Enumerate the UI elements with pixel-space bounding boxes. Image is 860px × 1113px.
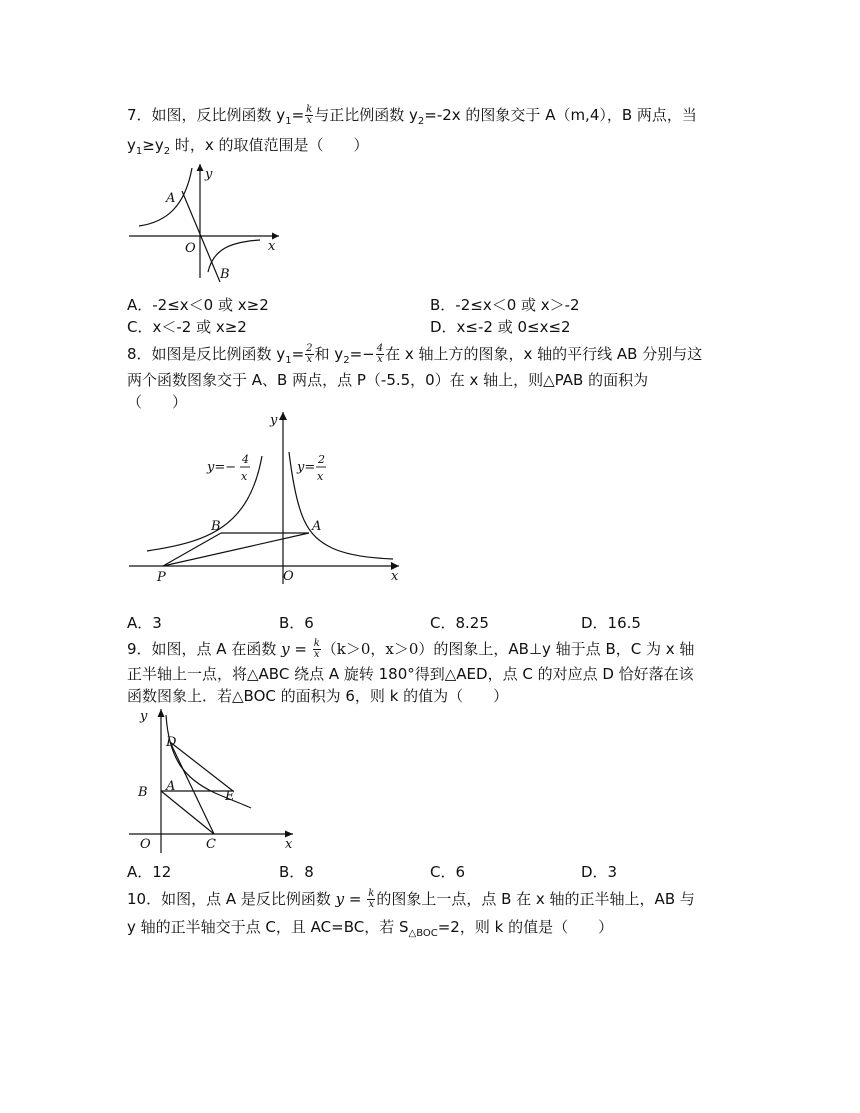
q8-line3: （ ）: [127, 393, 188, 411]
q9-line1: 9．如图，点 A 在函数 y = $\frac{k}{x}$ （k＞0，x＞0）的图象上，AB⊥y 轴于点 B，C 为 x 轴: [127, 638, 695, 660]
q7-label-b: B: [220, 267, 230, 282]
q8-y-arrow: [279, 412, 287, 420]
q9-segment-bc: [161, 791, 214, 834]
q8-segment-pb: [163, 533, 221, 566]
q8-right-num: 2: [318, 453, 325, 466]
q7-hyperbola-right: [208, 240, 260, 272]
q8-right-den: x: [317, 470, 324, 483]
q8-segment-pa: [163, 533, 309, 566]
q8-label-p: P: [157, 570, 166, 585]
q9-y-arrow: [158, 709, 165, 717]
q8-line1: 8．如图是反比例函数 $y_1=$ $\frac{2}{x}$ 和 $y_2=-$ $\frac{4}{x}$ 在 x 轴上方的图象，x 轴的平行线 AB 分别与这: [127, 343, 703, 366]
q8-option-a: A．3: [127, 614, 162, 632]
q9-label-e: E: [225, 789, 235, 804]
q8-label-o: O: [283, 569, 294, 584]
q10-fraction-k-over-x: $\frac{k}{x}$: [368, 888, 375, 910]
q8-label-b: B: [211, 519, 221, 534]
q8-label-y: y: [270, 413, 278, 428]
q9-label-y: y: [140, 709, 148, 724]
q9-label-o: O: [140, 837, 151, 852]
q7-option-d: D．x≤-2 或 0≤x≤2: [430, 318, 571, 336]
q8-right-eq: y=: [297, 460, 316, 475]
q9-segment-dc: [170, 742, 214, 834]
q9-option-a: A．12: [127, 863, 172, 881]
q8-line2: 两个函数图象交于 A、B 两点，点 P（-5.5，0）在 x 轴上，则△PAB 的面积为: [127, 371, 649, 389]
q7-option-c: C．x＜-2 或 x≥2: [127, 318, 247, 336]
q10-line1: 10．如图，点 A 是反比例函数 y = $\frac{k}{x}$ 的图象上一点，点 B 在 x 轴的正半轴上，AB 与: [127, 888, 695, 910]
q9-line3: 函数图象上．若△BOC 的面积为 6，则 k 的值为（ ）: [127, 687, 509, 705]
q9-label-a: A: [166, 779, 176, 794]
q9-fraction-k-over-x: $\frac{k}{x}$: [313, 638, 320, 660]
q7-label-y: y: [205, 167, 213, 182]
q9-option-d: D．3: [581, 863, 618, 881]
q7-label-a: A: [166, 191, 176, 206]
q7-option-b: B．-2≤x＜0 或 x＞-2: [430, 296, 580, 314]
q9-figure: [127, 705, 307, 855]
q9-segment-de: [170, 742, 233, 791]
q9-label-c: C: [206, 837, 216, 852]
q8-option-b: B．6: [279, 614, 314, 632]
q8-fraction-2-over-x: $\frac{2}{x}$: [306, 343, 313, 365]
q10-line2: y 轴的正半轴交于点 C，且 AC=BC，若 $S_{\triangle BOC}=2$，则 k 的值是（ ）: [127, 918, 614, 939]
q9-label-x: x: [285, 837, 293, 852]
q9-label-b: B: [138, 785, 148, 800]
q7-line1: 7．如图，反比例函数 $y_1=$ $\frac{k}{x}$ 与正比例函数 $y_2=-2x$ 的图象交于 A（m,4），B 两点，当: [127, 104, 697, 127]
q8-left-den: x: [241, 470, 248, 483]
q9-line2: 正半轴上一点，将△ABC 绕点 A 旋转 180°得到△AED，点 C 的对应点 D 恰好落在该: [127, 665, 694, 683]
q8-fraction-4-over-x: $\frac{4}{x}$: [376, 343, 384, 365]
q8-figure: [127, 408, 407, 586]
q7-figure: [127, 160, 287, 285]
q8-label-a: A: [312, 519, 322, 534]
q7-label-x: x: [268, 239, 276, 254]
q7-option-a: A．-2≤x＜0 或 x≥2: [127, 296, 269, 314]
q7-fraction-k-over-x: $\frac{k}{x}$: [306, 104, 313, 126]
q8-option-d: D．16.5: [581, 614, 641, 632]
q7-label-o: O: [185, 241, 196, 256]
q9-option-c: C．6: [430, 863, 466, 881]
q9-label-d: D: [166, 735, 177, 750]
q8-option-c: C．8.25: [430, 614, 489, 632]
q9-option-b: B．8: [279, 863, 314, 881]
q8-left-num: 4: [242, 453, 249, 466]
q7-y-arrow: [197, 164, 204, 171]
q8-left-eq: y=−: [207, 460, 237, 475]
q7-line2: $y_1\ge y_2$ 时，x 的取值范围是（ ）: [127, 136, 369, 157]
q8-label-x: x: [391, 569, 399, 584]
